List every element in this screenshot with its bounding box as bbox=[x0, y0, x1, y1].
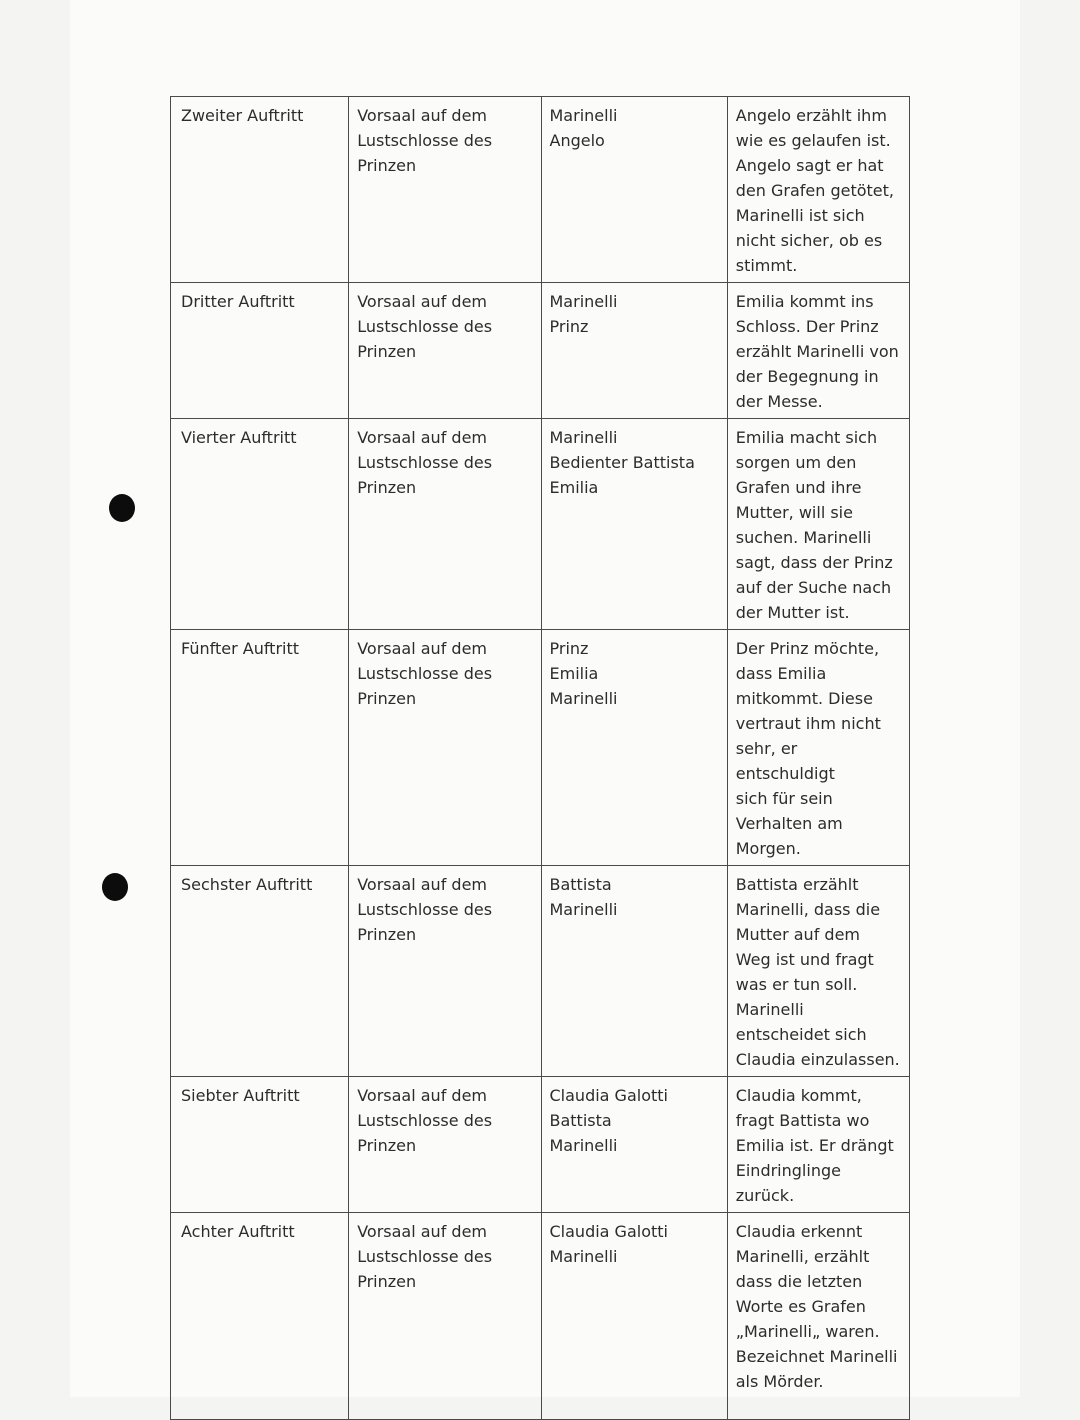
punch-hole bbox=[109, 494, 135, 522]
content-cell: Claudia kommt, fragt Battista wo Emilia ist. Er drängt Eindringlinge zurück. bbox=[727, 1077, 909, 1213]
characters-cell: Claudia Galotti Battista Marinelli bbox=[541, 1077, 727, 1213]
table-row bbox=[171, 97, 910, 283]
place-cell: Vorsaal auf dem Lustschlosse des Prinzen bbox=[349, 419, 541, 630]
scene-cell: Vierter Auftritt bbox=[171, 419, 349, 630]
place-cell: Vorsaal auf dem Lustschlosse des Prinzen bbox=[349, 1077, 541, 1213]
place-cell: Vorsaal auf dem Lustschlosse des Prinzen bbox=[349, 866, 541, 1077]
table-row bbox=[171, 1077, 910, 1213]
table-row bbox=[171, 419, 910, 630]
content-cell: Emilia macht sich sorgen um den Grafen und ihre Mutter, will sie suchen. Marinelli sagt, dass der Prinz auf der Suche nach der Mutter ist. bbox=[727, 419, 909, 630]
scene-cell: Siebter Auftritt bbox=[171, 1077, 349, 1213]
scene-cell: Fünfter Auftritt bbox=[171, 630, 349, 866]
table-row bbox=[171, 866, 910, 1077]
content-cell: Angelo erzählt ihm wie es gelaufen ist. Angelo sagt er hat den Grafen getötet, Marinelli ist sich nicht sicher, ob es stimmt. bbox=[727, 97, 909, 283]
place-cell: Vorsaal auf dem Lustschlosse des Prinzen bbox=[349, 283, 541, 419]
characters-cell: Marinelli Bedienter Battista Emilia bbox=[541, 419, 727, 630]
characters-cell: Battista Marinelli bbox=[541, 866, 727, 1077]
content-cell: Battista erzählt Marinelli, dass die Mutter auf dem Weg ist und fragt was er tun soll. Marinelli entscheidet sich Claudia einzulassen. bbox=[727, 866, 909, 1077]
content-cell: Der Prinz möchte, dass Emilia mitkommt. Diese vertraut ihm nicht sehr, er entschuldigt sich für sein Verhalten am Morgen. bbox=[727, 630, 909, 866]
table-row bbox=[171, 1213, 910, 1420]
characters-cell: Claudia Galotti Marinelli bbox=[541, 1213, 727, 1420]
place-cell: Vorsaal auf dem Lustschlosse des Prinzen bbox=[349, 630, 541, 866]
table-row bbox=[171, 283, 910, 419]
characters-cell: Marinelli Angelo bbox=[541, 97, 727, 283]
scene-cell: Zweiter Auftritt bbox=[171, 97, 349, 283]
scene-cell: Achter Auftritt bbox=[171, 1213, 349, 1420]
scene-cell: Sechster Auftritt bbox=[171, 866, 349, 1077]
content-cell: Emilia kommt ins Schloss. Der Prinz erzählt Marinelli von der Begegnung in der Messe. bbox=[727, 283, 909, 419]
characters-cell: Marinelli Prinz bbox=[541, 283, 727, 419]
characters-cell: Prinz Emilia Marinelli bbox=[541, 630, 727, 866]
punch-hole bbox=[102, 873, 128, 901]
scene-overview-table bbox=[170, 96, 910, 1420]
place-cell: Vorsaal auf dem Lustschlosse des Prinzen bbox=[349, 1213, 541, 1420]
scene-cell: Dritter Auftritt bbox=[171, 283, 349, 419]
content-cell: Claudia erkennt Marinelli, erzählt dass die letzten Worte es Grafen „Marinelli„ waren. Bezeichnet Marinelli als Mörder. bbox=[727, 1213, 909, 1420]
place-cell: Vorsaal auf dem Lustschlosse des Prinzen bbox=[349, 97, 541, 283]
table-row bbox=[171, 630, 910, 866]
